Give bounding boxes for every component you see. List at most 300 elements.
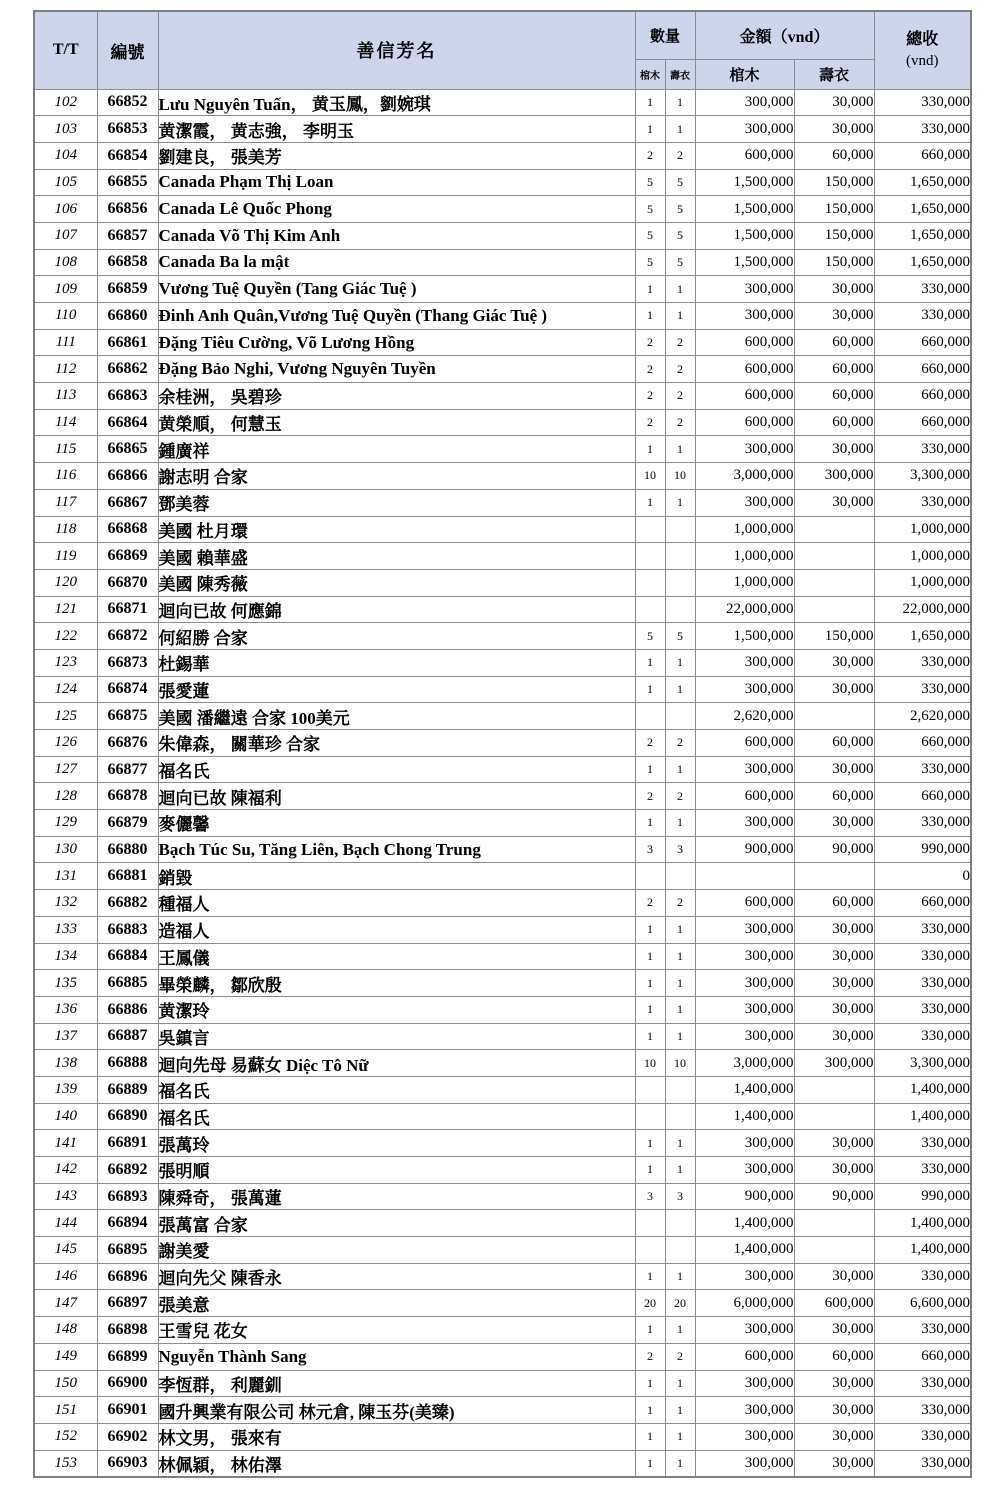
- donor-name-cell: 陳舜奇， 張萬蓮: [158, 1183, 635, 1210]
- amount-coffin-cell: 1,000,000: [695, 516, 794, 543]
- amount-shroud-cell: 300,000: [794, 463, 874, 490]
- total-received-cell: 1,650,000: [874, 196, 971, 223]
- table-row: [34, 649, 971, 676]
- record-number-cell: 66877: [97, 756, 158, 783]
- total-received-cell: 330,000: [874, 1263, 971, 1290]
- amount-shroud-cell: 60,000: [794, 783, 874, 810]
- amount-coffin-cell: 1,000,000: [695, 543, 794, 570]
- qty-shroud-cell: 1: [665, 89, 695, 116]
- row-index-cell: 102: [34, 89, 97, 116]
- qty-coffin-cell: [635, 863, 665, 890]
- record-number-cell: 66889: [97, 1076, 158, 1103]
- donor-name-cell: 迴向先母 易蘇女 Diệc Tô Nữ: [158, 1050, 635, 1077]
- total-received-cell: 330,000: [874, 1450, 971, 1477]
- qty-shroud-cell: 10: [665, 463, 695, 490]
- qty-shroud-cell: 3: [665, 836, 695, 863]
- donor-name-cell: Vương Tuệ Quyền (Tang Giác Tuệ ): [158, 276, 635, 303]
- row-index-cell: 103: [34, 116, 97, 143]
- qty-coffin-cell: 2: [635, 783, 665, 810]
- row-index-cell: 110: [34, 303, 97, 330]
- amount-coffin-cell: 300,000: [695, 303, 794, 330]
- qty-coffin-cell: [635, 543, 665, 570]
- header-amount-coffin: 棺木: [695, 59, 794, 89]
- donor-name-cell: 美國 陳秀薇: [158, 569, 635, 596]
- donor-name-cell: 張萬富 合家: [158, 1210, 635, 1237]
- total-received-cell: 3,300,000: [874, 1050, 971, 1077]
- table-row: [34, 676, 971, 703]
- qty-coffin-cell: 20: [635, 1290, 665, 1317]
- amount-coffin-cell: 1,500,000: [695, 623, 794, 650]
- row-index-cell: 133: [34, 916, 97, 943]
- qty-shroud-cell: [665, 703, 695, 730]
- donor-name-cell: 迴向先父 陳香永: [158, 1263, 635, 1290]
- amount-shroud-cell: 90,000: [794, 836, 874, 863]
- row-index-cell: 116: [34, 463, 97, 490]
- qty-coffin-cell: 1: [635, 89, 665, 116]
- qty-shroud-cell: [665, 863, 695, 890]
- qty-coffin-cell: [635, 569, 665, 596]
- amount-coffin-cell: 600,000: [695, 356, 794, 383]
- qty-coffin-cell: 2: [635, 890, 665, 917]
- qty-coffin-cell: [635, 703, 665, 730]
- qty-coffin-cell: 2: [635, 383, 665, 410]
- header-amount: 金額（vnd）: [695, 11, 874, 59]
- qty-coffin-cell: 1: [635, 1450, 665, 1477]
- table-row: [34, 436, 971, 463]
- qty-shroud-cell: 5: [665, 196, 695, 223]
- row-index-cell: 131: [34, 863, 97, 890]
- donor-name-cell: 美國 杜月環: [158, 516, 635, 543]
- table-row: [34, 596, 971, 623]
- row-index-cell: 119: [34, 543, 97, 570]
- record-number-cell: 66854: [97, 142, 158, 169]
- table-row: [34, 756, 971, 783]
- table-row: [34, 569, 971, 596]
- header-donor-name: 善信芳名: [158, 11, 635, 89]
- row-index-cell: 152: [34, 1423, 97, 1450]
- amount-coffin-cell: 300,000: [695, 943, 794, 970]
- table-row: [34, 1343, 971, 1370]
- total-received-cell: 330,000: [874, 1397, 971, 1424]
- table-header: [34, 11, 971, 89]
- qty-shroud-cell: 3: [665, 1183, 695, 1210]
- donor-name-cell: 福名氏: [158, 1076, 635, 1103]
- row-index-cell: 126: [34, 730, 97, 757]
- header-tt: T/T: [34, 11, 97, 89]
- row-index-cell: 138: [34, 1050, 97, 1077]
- amount-shroud-cell: [794, 1210, 874, 1237]
- qty-shroud-cell: 1: [665, 943, 695, 970]
- row-index-cell: 135: [34, 970, 97, 997]
- qty-shroud-cell: 1: [665, 676, 695, 703]
- table-row: [34, 409, 971, 436]
- qty-coffin-cell: 3: [635, 1183, 665, 1210]
- record-number-cell: 66860: [97, 303, 158, 330]
- donor-name-cell: 鄧美蓉: [158, 489, 635, 516]
- amount-coffin-cell: 600,000: [695, 329, 794, 356]
- donor-name-cell: 吳鎮言: [158, 1023, 635, 1050]
- amount-coffin-cell: 300,000: [695, 676, 794, 703]
- amount-coffin-cell: 600,000: [695, 730, 794, 757]
- amount-coffin-cell: 300,000: [695, 996, 794, 1023]
- record-number-cell: 66899: [97, 1343, 158, 1370]
- table-row: [34, 1103, 971, 1130]
- qty-shroud-cell: 1: [665, 1397, 695, 1424]
- record-number-cell: 66874: [97, 676, 158, 703]
- qty-coffin-cell: 1: [635, 810, 665, 837]
- total-received-cell: 330,000: [874, 1423, 971, 1450]
- qty-shroud-cell: 2: [665, 329, 695, 356]
- qty-shroud-cell: 1: [665, 436, 695, 463]
- total-received-cell: 660,000: [874, 409, 971, 436]
- record-number-cell: 66852: [97, 89, 158, 116]
- qty-coffin-cell: 5: [635, 196, 665, 223]
- amount-coffin-cell: 300,000: [695, 1023, 794, 1050]
- total-received-cell: 330,000: [874, 810, 971, 837]
- table-row: [34, 1450, 971, 1477]
- total-received-cell: 0: [874, 863, 971, 890]
- total-received-cell: 990,000: [874, 836, 971, 863]
- amount-coffin-cell: 22,000,000: [695, 596, 794, 623]
- qty-coffin-cell: [635, 1237, 665, 1264]
- row-index-cell: 115: [34, 436, 97, 463]
- amount-shroud-cell: 30,000: [794, 810, 874, 837]
- qty-shroud-cell: [665, 1076, 695, 1103]
- amount-shroud-cell: 60,000: [794, 1343, 874, 1370]
- amount-shroud-cell: 60,000: [794, 356, 874, 383]
- qty-shroud-cell: [665, 1237, 695, 1264]
- total-received-cell: 1,400,000: [874, 1210, 971, 1237]
- qty-shroud-cell: 1: [665, 116, 695, 143]
- amount-shroud-cell: 150,000: [794, 249, 874, 276]
- donor-name-cell: Đặng Bảo Nghi, Vương Nguyên Tuyền: [158, 356, 635, 383]
- table-row: [34, 783, 971, 810]
- amount-shroud-cell: 150,000: [794, 169, 874, 196]
- total-received-cell: 330,000: [874, 649, 971, 676]
- record-number-cell: 66872: [97, 623, 158, 650]
- amount-coffin-cell: 300,000: [695, 276, 794, 303]
- total-received-cell: 330,000: [874, 89, 971, 116]
- row-index-cell: 134: [34, 943, 97, 970]
- total-received-cell: 330,000: [874, 1157, 971, 1184]
- total-received-cell: 1,650,000: [874, 623, 971, 650]
- table-row: [34, 383, 971, 410]
- table-row: [34, 1237, 971, 1264]
- qty-coffin-cell: 1: [635, 1317, 665, 1344]
- total-received-cell: 1,400,000: [874, 1076, 971, 1103]
- record-number-cell: 66871: [97, 596, 158, 623]
- qty-coffin-cell: [635, 1076, 665, 1103]
- donor-name-cell: Bạch Túc Su, Tăng Liên, Bạch Chong Trung: [158, 836, 635, 863]
- total-received-cell: 330,000: [874, 996, 971, 1023]
- qty-shroud-cell: 1: [665, 996, 695, 1023]
- row-index-cell: 105: [34, 169, 97, 196]
- donor-name-cell: 造福人: [158, 916, 635, 943]
- donor-name-cell: 畢榮麟， 鄒欣殷: [158, 970, 635, 997]
- total-received-cell: 1,400,000: [874, 1237, 971, 1264]
- total-received-cell: 330,000: [874, 943, 971, 970]
- record-number-cell: 66862: [97, 356, 158, 383]
- record-number-cell: 66865: [97, 436, 158, 463]
- amount-coffin-cell: 600,000: [695, 783, 794, 810]
- amount-coffin-cell: 300,000: [695, 649, 794, 676]
- amount-shroud-cell: 30,000: [794, 970, 874, 997]
- qty-shroud-cell: 1: [665, 810, 695, 837]
- donation-ledger-table: [33, 10, 972, 1478]
- qty-shroud-cell: 1: [665, 276, 695, 303]
- record-number-cell: 66894: [97, 1210, 158, 1237]
- record-number-cell: 66898: [97, 1317, 158, 1344]
- amount-coffin-cell: 600,000: [695, 142, 794, 169]
- donor-name-cell: 林佩穎， 林佑澤: [158, 1450, 635, 1477]
- row-index-cell: 109: [34, 276, 97, 303]
- row-index-cell: 120: [34, 569, 97, 596]
- donor-name-cell: Canada Phạm Thị Loan: [158, 169, 635, 196]
- donor-name-cell: 麥儷馨: [158, 810, 635, 837]
- qty-shroud-cell: 1: [665, 1450, 695, 1477]
- row-index-cell: 151: [34, 1397, 97, 1424]
- row-index-cell: 148: [34, 1317, 97, 1344]
- donor-name-cell: 張愛蓮: [158, 676, 635, 703]
- table-row: [34, 276, 971, 303]
- donor-name-cell: 謝美愛: [158, 1237, 635, 1264]
- qty-coffin-cell: 1: [635, 1370, 665, 1397]
- qty-coffin-cell: 1: [635, 1130, 665, 1157]
- qty-coffin-cell: 1: [635, 756, 665, 783]
- table-row: [34, 222, 971, 249]
- table-row: [34, 169, 971, 196]
- total-received-cell: 660,000: [874, 783, 971, 810]
- amount-coffin-cell: 1,500,000: [695, 249, 794, 276]
- table-row: [34, 810, 971, 837]
- qty-shroud-cell: 1: [665, 1317, 695, 1344]
- amount-shroud-cell: 150,000: [794, 196, 874, 223]
- qty-shroud-cell: [665, 596, 695, 623]
- table-row: [34, 1397, 971, 1424]
- row-index-cell: 141: [34, 1130, 97, 1157]
- qty-coffin-cell: 1: [635, 996, 665, 1023]
- qty-shroud-cell: 2: [665, 356, 695, 383]
- qty-shroud-cell: 5: [665, 249, 695, 276]
- header-total: [874, 11, 971, 89]
- qty-coffin-cell: 1: [635, 970, 665, 997]
- record-number-cell: 66856: [97, 196, 158, 223]
- amount-shroud-cell: 30,000: [794, 1023, 874, 1050]
- donor-name-cell: 國升興業有限公司 林元倉, 陳玉芬(美臻): [158, 1397, 635, 1424]
- record-number-cell: 66858: [97, 249, 158, 276]
- table-body: [34, 89, 971, 1477]
- table-row: [34, 249, 971, 276]
- amount-coffin-cell: 300,000: [695, 756, 794, 783]
- amount-shroud-cell: 30,000: [794, 303, 874, 330]
- row-index-cell: 129: [34, 810, 97, 837]
- row-index-cell: 136: [34, 996, 97, 1023]
- record-number-cell: 66863: [97, 383, 158, 410]
- row-index-cell: 117: [34, 489, 97, 516]
- qty-coffin-cell: 5: [635, 222, 665, 249]
- amount-shroud-cell: 30,000: [794, 1423, 874, 1450]
- table-row: [34, 623, 971, 650]
- row-index-cell: 153: [34, 1450, 97, 1477]
- table-row: [34, 543, 971, 570]
- document-page: [0, 10, 1000, 1495]
- qty-coffin-cell: 1: [635, 916, 665, 943]
- record-number-cell: 66864: [97, 409, 158, 436]
- row-index-cell: 137: [34, 1023, 97, 1050]
- total-received-cell: 1,650,000: [874, 249, 971, 276]
- qty-shroud-cell: 10: [665, 1050, 695, 1077]
- amount-coffin-cell: 900,000: [695, 1183, 794, 1210]
- table-row: [34, 1263, 971, 1290]
- amount-coffin-cell: 300,000: [695, 1423, 794, 1450]
- qty-coffin-cell: 1: [635, 116, 665, 143]
- amount-shroud-cell: 30,000: [794, 1370, 874, 1397]
- amount-shroud-cell: 150,000: [794, 222, 874, 249]
- donor-name-cell: 黄榮順， 何慧玉: [158, 409, 635, 436]
- record-number-cell: 66878: [97, 783, 158, 810]
- qty-coffin-cell: 1: [635, 1157, 665, 1184]
- amount-shroud-cell: 30,000: [794, 756, 874, 783]
- amount-coffin-cell: 300,000: [695, 1450, 794, 1477]
- amount-shroud-cell: 30,000: [794, 1450, 874, 1477]
- qty-coffin-cell: 1: [635, 676, 665, 703]
- total-received-cell: 1,400,000: [874, 1103, 971, 1130]
- total-received-cell: 330,000: [874, 676, 971, 703]
- record-number-cell: 66876: [97, 730, 158, 757]
- amount-coffin-cell: 900,000: [695, 836, 794, 863]
- qty-shroud-cell: 5: [665, 169, 695, 196]
- qty-shroud-cell: 2: [665, 1343, 695, 1370]
- amount-shroud-cell: 30,000: [794, 1397, 874, 1424]
- total-received-cell: 1,000,000: [874, 543, 971, 570]
- record-number-cell: 66866: [97, 463, 158, 490]
- amount-shroud-cell: 60,000: [794, 409, 874, 436]
- record-number-cell: 66870: [97, 569, 158, 596]
- total-received-cell: 660,000: [874, 142, 971, 169]
- qty-coffin-cell: 1: [635, 1397, 665, 1424]
- qty-coffin-cell: 2: [635, 730, 665, 757]
- amount-coffin-cell: 6,000,000: [695, 1290, 794, 1317]
- donor-name-cell: 迴向已故 何應錦: [158, 596, 635, 623]
- qty-shroud-cell: 1: [665, 970, 695, 997]
- header-qty-coffin: 棺木: [635, 59, 665, 89]
- amount-shroud-cell: [794, 1076, 874, 1103]
- record-number-cell: 66890: [97, 1103, 158, 1130]
- qty-shroud-cell: 1: [665, 1263, 695, 1290]
- total-received-cell: 1,650,000: [874, 222, 971, 249]
- record-number-cell: 66887: [97, 1023, 158, 1050]
- total-received-cell: 6,600,000: [874, 1290, 971, 1317]
- qty-shroud-cell: [665, 1210, 695, 1237]
- table-row: [34, 1290, 971, 1317]
- qty-shroud-cell: 1: [665, 1130, 695, 1157]
- total-received-cell: 660,000: [874, 1343, 971, 1370]
- table-row: [34, 1370, 971, 1397]
- amount-coffin-cell: 300,000: [695, 1263, 794, 1290]
- amount-coffin-cell: 300,000: [695, 1130, 794, 1157]
- table-row: [34, 516, 971, 543]
- qty-shroud-cell: [665, 543, 695, 570]
- record-number-cell: 66868: [97, 516, 158, 543]
- table-row: [34, 142, 971, 169]
- table-row: [34, 1050, 971, 1077]
- total-received-cell: 330,000: [874, 303, 971, 330]
- table-row: [34, 890, 971, 917]
- qty-shroud-cell: 1: [665, 1370, 695, 1397]
- qty-coffin-cell: [635, 516, 665, 543]
- total-received-cell: 330,000: [874, 1023, 971, 1050]
- qty-coffin-cell: 1: [635, 436, 665, 463]
- total-received-cell: 330,000: [874, 489, 971, 516]
- donor-name-cell: 張萬玲: [158, 1130, 635, 1157]
- amount-coffin-cell: 300,000: [695, 970, 794, 997]
- qty-coffin-cell: 1: [635, 1263, 665, 1290]
- row-index-cell: 114: [34, 409, 97, 436]
- total-received-cell: 2,620,000: [874, 703, 971, 730]
- table-row: [34, 1183, 971, 1210]
- amount-coffin-cell: 3,000,000: [695, 463, 794, 490]
- record-number-cell: 66875: [97, 703, 158, 730]
- total-received-cell: 3,300,000: [874, 463, 971, 490]
- record-number-cell: 66902: [97, 1423, 158, 1450]
- header-id: 編號: [97, 11, 158, 89]
- record-number-cell: 66882: [97, 890, 158, 917]
- table-row: [34, 489, 971, 516]
- row-index-cell: 142: [34, 1157, 97, 1184]
- qty-coffin-cell: 1: [635, 943, 665, 970]
- record-number-cell: 66900: [97, 1370, 158, 1397]
- total-received-cell: 660,000: [874, 329, 971, 356]
- row-index-cell: 140: [34, 1103, 97, 1130]
- amount-coffin-cell: 1,000,000: [695, 569, 794, 596]
- amount-shroud-cell: 30,000: [794, 676, 874, 703]
- amount-shroud-cell: 30,000: [794, 943, 874, 970]
- table-row: [34, 329, 971, 356]
- total-received-cell: 330,000: [874, 916, 971, 943]
- amount-shroud-cell: [794, 516, 874, 543]
- record-number-cell: 66873: [97, 649, 158, 676]
- donor-name-cell: 朱偉森， 關華珍 合家: [158, 730, 635, 757]
- record-number-cell: 66896: [97, 1263, 158, 1290]
- table-row: [34, 996, 971, 1023]
- amount-shroud-cell: 30,000: [794, 1317, 874, 1344]
- row-index-cell: 149: [34, 1343, 97, 1370]
- qty-coffin-cell: 10: [635, 463, 665, 490]
- donor-name-cell: 余桂洲， 吳碧珍: [158, 383, 635, 410]
- table-row: [34, 463, 971, 490]
- donor-name-cell: 李恆群， 利麗釧: [158, 1370, 635, 1397]
- amount-coffin-cell: 600,000: [695, 890, 794, 917]
- table-row: [34, 1023, 971, 1050]
- row-index-cell: 144: [34, 1210, 97, 1237]
- table-row: [34, 916, 971, 943]
- amount-shroud-cell: 300,000: [794, 1050, 874, 1077]
- donor-name-cell: 黄潔玲: [158, 996, 635, 1023]
- donor-name-cell: 黄潔霞， 黄志強， 李明玉: [158, 116, 635, 143]
- qty-shroud-cell: [665, 516, 695, 543]
- row-index-cell: 130: [34, 836, 97, 863]
- qty-coffin-cell: 1: [635, 276, 665, 303]
- record-number-cell: 66867: [97, 489, 158, 516]
- amount-coffin-cell: [695, 863, 794, 890]
- qty-shroud-cell: 1: [665, 756, 695, 783]
- amount-coffin-cell: 300,000: [695, 89, 794, 116]
- amount-shroud-cell: [794, 703, 874, 730]
- row-index-cell: 122: [34, 623, 97, 650]
- table-row: [34, 836, 971, 863]
- donor-name-cell: 鍾廣祥: [158, 436, 635, 463]
- total-received-cell: 660,000: [874, 890, 971, 917]
